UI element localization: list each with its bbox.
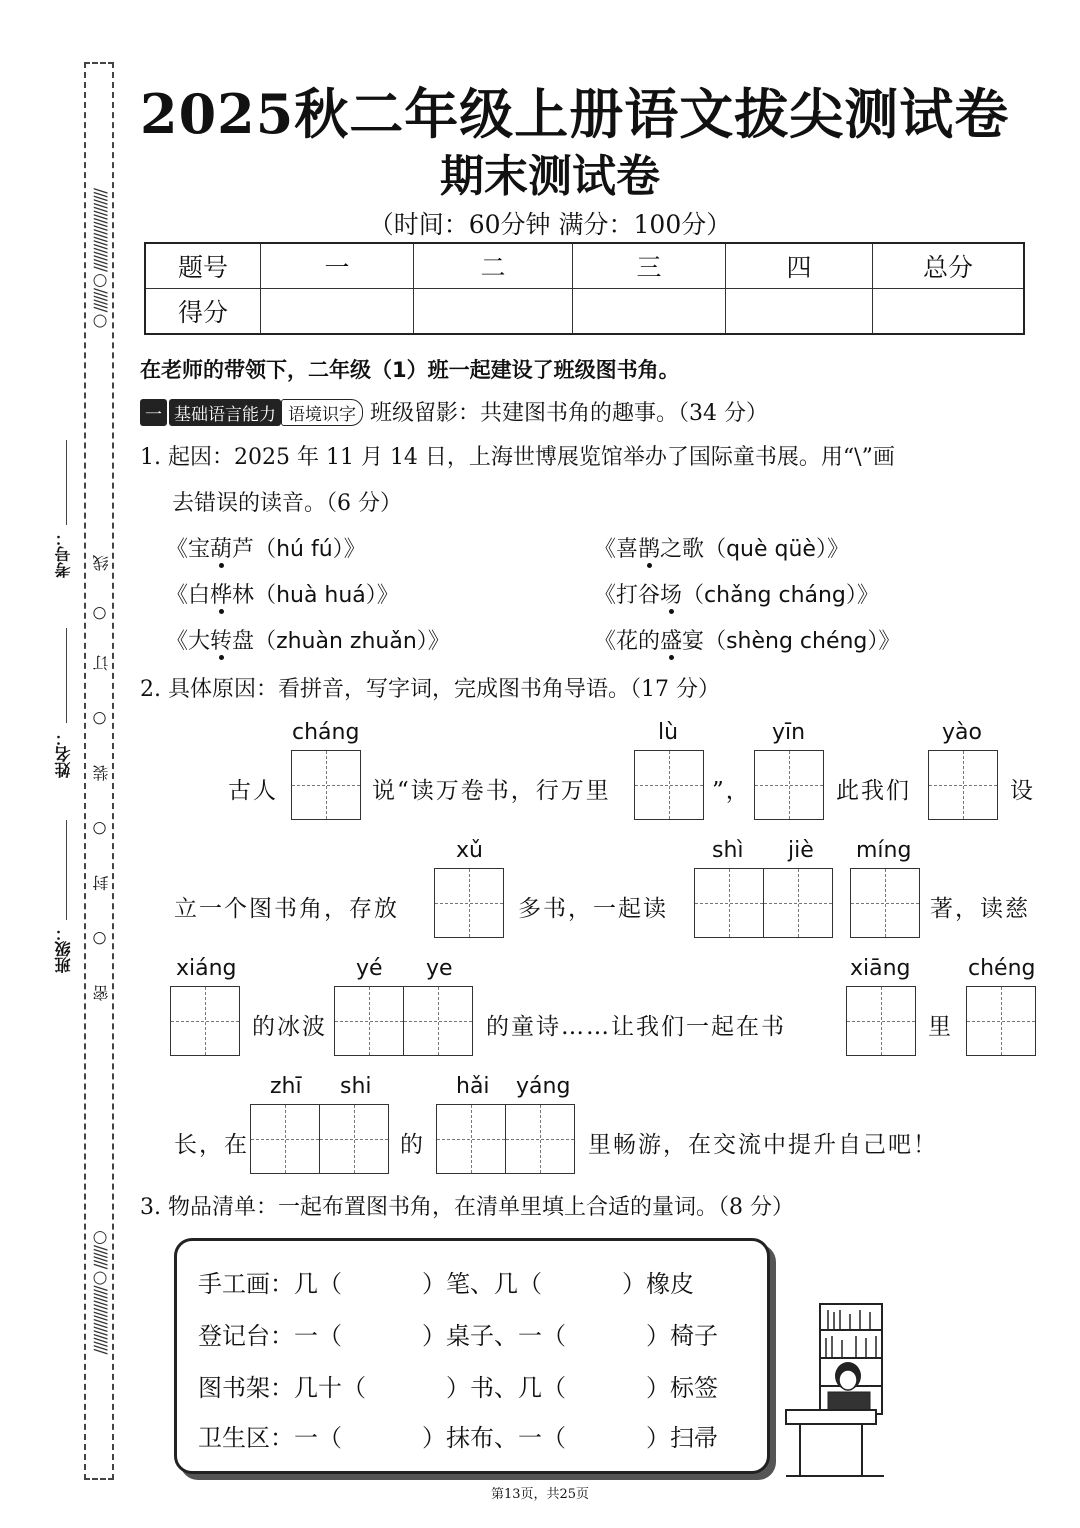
section-tag2: 语境识字	[281, 399, 363, 426]
checklist-part: ）抹布、一（	[422, 1424, 566, 1452]
checklist-row	[198, 1418, 718, 1453]
seal-circle: ○	[90, 820, 109, 839]
q2-text-seg: 此我们	[836, 778, 911, 804]
grid-cell[interactable]	[250, 1104, 320, 1174]
word: 打谷	[616, 583, 661, 608]
bracket: 》	[856, 583, 879, 608]
bracket: 》	[427, 629, 450, 654]
grid-cell[interactable]	[928, 750, 998, 820]
writing-grid[interactable]	[850, 868, 920, 938]
pinyin-options[interactable]: （chǎng cháng）	[682, 583, 857, 608]
writing-grid[interactable]	[436, 1104, 575, 1174]
score-header-cell: 总分	[873, 243, 1025, 289]
pinyin-options[interactable]: （shèng chéng）	[704, 629, 879, 654]
checklist-part: ）扫帚	[646, 1424, 718, 1452]
page-subtitle: 期末测试卷	[440, 151, 660, 202]
dotted-char: 转	[210, 629, 233, 654]
word: 宝	[188, 537, 211, 562]
q2-text: 2. 具体原因：看拼音，写字词，完成图书角导语。（17 分）	[140, 677, 720, 702]
score-cell[interactable]	[573, 289, 726, 335]
q2-text-seg: 古人	[228, 778, 278, 804]
checklist-part: 卫生区：一（	[198, 1424, 342, 1452]
q2-text-seg: 的冰波	[252, 1014, 327, 1040]
pinyin: ye	[426, 956, 453, 981]
section-tag: 基础语言能力	[169, 399, 281, 426]
bracket: 》	[376, 583, 399, 608]
score-header-cell: 二	[414, 243, 573, 289]
grid-cell[interactable]	[850, 868, 920, 938]
checklist-part: ）标签	[646, 1374, 718, 1402]
seal-word-zhuang: 装	[92, 765, 111, 781]
section-title: 班级留影：共建图书角的趣事。（34 分）	[370, 401, 768, 426]
intro-text: 在老师的带领下，二年级（1）班一起建设了班级图书角。	[140, 358, 680, 382]
pinyin: yé	[356, 956, 383, 981]
score-cell[interactable]	[261, 289, 414, 335]
name-line	[66, 628, 67, 723]
score-row-label: 得分	[145, 289, 261, 335]
bracket: 》	[878, 629, 901, 654]
section-number: 一	[140, 399, 167, 426]
dotted-char: 鹊	[638, 537, 661, 562]
pinyin: hǎi	[456, 1074, 490, 1099]
grid-cell[interactable]	[434, 868, 504, 938]
q3-text: 3. 物品清单：一起布置图书角，在清单里填上合适的量词。（8 分）	[140, 1195, 794, 1220]
girl-reading-illustration	[780, 1300, 890, 1480]
writing-grid[interactable]	[966, 986, 1036, 1056]
exam-no-label: 考号：	[54, 530, 73, 578]
dotted-char: 桦	[210, 583, 233, 608]
bracket: 《	[166, 629, 189, 654]
checklist-part: 登记台：一（	[198, 1322, 342, 1350]
dotted-char: 葫	[210, 537, 233, 562]
writing-grid[interactable]	[846, 986, 916, 1056]
bracket: 《	[594, 583, 617, 608]
name-label: 姓名：	[54, 730, 73, 778]
grid-cell[interactable]	[694, 868, 764, 938]
grid-cell[interactable]	[291, 750, 361, 820]
pinyin: shì	[712, 838, 744, 863]
grid-cell[interactable]	[505, 1104, 575, 1174]
q1-item	[594, 578, 879, 609]
pinyin: cháng	[292, 720, 360, 745]
grid-cell[interactable]	[403, 986, 473, 1056]
checklist-row	[198, 1316, 718, 1351]
grid-cell[interactable]	[846, 986, 916, 1056]
exam-no-line	[66, 440, 67, 525]
q1-text-cont: 去错误的读音。（6 分）	[172, 491, 402, 516]
writing-grid[interactable]	[250, 1104, 389, 1174]
checklist-part: ）笔、几（	[422, 1270, 542, 1298]
checklist-row	[198, 1264, 694, 1299]
writing-grid[interactable]	[291, 750, 361, 820]
checklist-row	[198, 1368, 718, 1403]
pinyin-options[interactable]: （hú fú）	[254, 537, 344, 562]
q2-text-seg: 说“读万卷书，行万里	[372, 778, 611, 804]
pinyin: zhī	[270, 1074, 302, 1099]
grid-cell[interactable]	[170, 986, 240, 1056]
q2-text-seg: 立一个图书角，存放	[174, 896, 399, 922]
word: 林	[232, 583, 255, 608]
dotted-char: 场	[660, 583, 683, 608]
q1-text: 1. 起因：2025 年 11 月 14 日，上海世博展览馆举办了国际童书展。用“\”画	[140, 445, 895, 470]
q2-text-seg: 长，在	[174, 1132, 249, 1158]
section1-heading	[140, 396, 768, 427]
q2-text-seg: 多书，一起读	[518, 896, 668, 922]
score-header-cell: 四	[726, 243, 873, 289]
grid-cell[interactable]	[436, 1104, 506, 1174]
word: 之歌	[660, 537, 705, 562]
bracket: 《	[166, 583, 189, 608]
q2-text-seg: 著，读慈	[930, 896, 1030, 922]
bracket: 《	[594, 537, 617, 562]
page-title: 2025秋二年级上册语文拔尖测试卷	[140, 82, 1010, 146]
pinyin: yào	[942, 720, 982, 745]
pinyin: lù	[658, 720, 679, 745]
seal-circle: ○	[90, 605, 109, 624]
score-cell[interactable]	[873, 289, 1025, 335]
strip-marker-top: //////////////////////○//////○	[90, 187, 110, 329]
q2-text-seg: ”，	[712, 778, 751, 804]
checklist-part: ）书、几（	[446, 1374, 566, 1402]
score-header-cell: 一	[261, 243, 414, 289]
pinyin: shi	[340, 1074, 372, 1099]
score-cell[interactable]	[414, 289, 573, 335]
score-header-row	[145, 243, 1024, 289]
word: 芦	[232, 537, 255, 562]
score-cell[interactable]	[726, 289, 873, 335]
page-footer: 第13页，共25页	[490, 1487, 590, 1502]
q2-text-seg: 的	[400, 1132, 425, 1158]
time-info: （时间：60分钟 满分：100分）	[368, 210, 732, 239]
q2-text-seg: 里畅游，在交流中提升自己吧！	[588, 1132, 938, 1158]
writing-grid[interactable]	[694, 868, 833, 938]
q2-text-seg: 设	[1010, 778, 1035, 804]
grid-cell[interactable]	[754, 750, 824, 820]
class-line	[66, 820, 67, 920]
grid-cell[interactable]	[966, 986, 1036, 1056]
seal-word-feng: 封	[92, 875, 111, 891]
pinyin: jiè	[788, 838, 814, 863]
pinyin-options[interactable]: （què qüè）	[704, 537, 827, 562]
pinyin: xiáng	[176, 956, 237, 981]
bracket: 》	[343, 537, 366, 562]
pinyin: yīn	[772, 720, 806, 745]
grid-cell[interactable]	[634, 750, 704, 820]
bracket: 《	[594, 629, 617, 654]
bracket: 》	[826, 537, 849, 562]
score-table	[144, 242, 1025, 335]
score-header-cell: 题号	[145, 243, 261, 289]
q2-text-seg: 里	[928, 1014, 953, 1040]
checklist-part: 手工画：几（	[198, 1270, 342, 1298]
checklist-part: 图书架：几十（	[198, 1374, 366, 1402]
class-label: 班级：	[54, 925, 73, 973]
seal-word-ding: 订	[92, 655, 111, 671]
bracket: 《	[166, 537, 189, 562]
checklist-part: ）橡皮	[622, 1270, 694, 1298]
word: 白	[188, 583, 211, 608]
word: 大	[188, 629, 211, 654]
q1-item	[166, 578, 399, 609]
seal-circle: ○	[90, 930, 109, 949]
q1-item	[166, 624, 450, 655]
seal-word-mi: 密	[92, 985, 111, 1001]
word: 喜	[616, 537, 639, 562]
q2-text-seg: 的童诗……让我们一起在书	[486, 1014, 786, 1040]
q1-item	[594, 624, 900, 655]
pinyin: chéng	[968, 956, 1036, 981]
grid-cell[interactable]	[334, 986, 404, 1056]
writing-grid[interactable]	[434, 868, 504, 938]
checklist-part: ）桌子、一（	[422, 1322, 566, 1350]
seal-circle: ○	[90, 710, 109, 729]
writing-grid[interactable]	[334, 986, 473, 1056]
writing-grid[interactable]	[754, 750, 824, 820]
score-row	[145, 289, 1024, 335]
strip-marker-bottom: ○//////○//////////////////	[90, 1227, 110, 1353]
seal-word-xian: 线	[92, 555, 111, 571]
pinyin: xǔ	[456, 838, 483, 863]
pinyin-options[interactable]: （zhuàn zhuǎn）	[254, 629, 428, 654]
grid-cell[interactable]	[319, 1104, 389, 1174]
word: 花的	[616, 629, 661, 654]
q1-item	[166, 532, 366, 563]
pinyin: xiāng	[850, 956, 911, 981]
dotted-char: 盛	[660, 629, 683, 654]
q1-item	[594, 532, 849, 563]
pinyin-options[interactable]: （huà huá）	[254, 583, 377, 608]
pinyin: míng	[856, 838, 912, 863]
checklist-part: ）椅子	[646, 1322, 718, 1350]
pinyin: yáng	[516, 1074, 571, 1099]
writing-grid[interactable]	[170, 986, 240, 1056]
writing-grid[interactable]	[634, 750, 704, 820]
word: 盘	[232, 629, 255, 654]
writing-grid[interactable]	[928, 750, 998, 820]
grid-cell[interactable]	[763, 868, 833, 938]
word: 宴	[682, 629, 705, 654]
score-header-cell: 三	[573, 243, 726, 289]
